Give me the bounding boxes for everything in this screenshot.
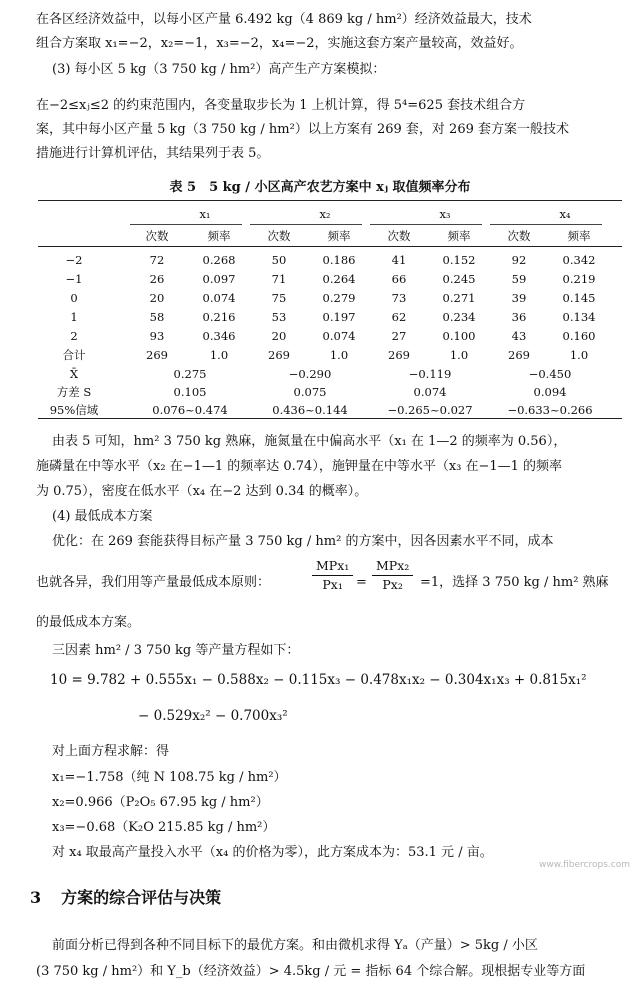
- table-cell: 20: [271, 329, 287, 343]
- table-cell: 0.219: [562, 272, 596, 286]
- section-title: [30, 885, 221, 908]
- table-cell: 0.100: [442, 329, 476, 343]
- table-cell: 59: [511, 272, 527, 286]
- table-subheader: 次数: [507, 229, 531, 243]
- text-line: (3 750 kg / hm²）和 Y_b（经济效益）> 4.5kg / 元 = 指标 64 个综合解。现根据专业等方面: [36, 964, 586, 979]
- table-cell: 0.346: [202, 329, 236, 343]
- solution-x3: x₃=−0.68（K₂O 215.85 kg / hm²）: [52, 820, 276, 835]
- table-cell: 72: [149, 253, 165, 267]
- table-cell: 0.160: [562, 329, 596, 343]
- text-line: 也就各异，我们用等产量最低成本原则：: [36, 575, 271, 590]
- section-heading: (4) 最低成本方案: [52, 509, 153, 524]
- table-cell: 269: [388, 348, 410, 362]
- group-header-x4: x₄: [559, 207, 571, 221]
- table-cell: 43: [511, 329, 527, 343]
- section-number: 3: [30, 888, 42, 907]
- table-subheader: 次数: [145, 229, 169, 243]
- table-cell: 269: [268, 348, 290, 362]
- text-line: 在−2≤xⱼ≤2 的约束范围内，各变量取步长为 1 上机计算，得 5⁴=625 套技术组合方: [36, 98, 526, 113]
- row-label: 合计: [62, 348, 86, 362]
- group-header-x1: x₁: [199, 207, 211, 221]
- table-subheader: 频率: [447, 229, 471, 243]
- watermark: www.fibercrops.com: [539, 860, 630, 870]
- row-label: 2: [70, 329, 78, 343]
- section-title-text: 方案的综合评估与决策: [61, 888, 222, 907]
- table-cell: 0.074: [202, 291, 236, 305]
- equals-sign: =: [356, 575, 367, 590]
- table-stat-cell: 0.275: [173, 367, 207, 381]
- text-line: 优化：在 269 套能获得目标产量 3 750 kg / hm² 的方案中，因各因素水平不同，成本: [52, 534, 554, 549]
- text-line: 由表 5 可知，hm² 3 750 kg 熟麻，施氮量在中偏高水平（x₁ 在 1—2 的频率为 0.56），: [52, 434, 567, 449]
- table-stat-cell: 0.105: [173, 385, 207, 399]
- table-cell: 41: [391, 253, 407, 267]
- group-underline: [370, 224, 482, 225]
- table-caption: 表 5 5 kg / 小区高产农艺方案中 xⱼ 取值频率分布: [169, 180, 471, 195]
- table-cell: 269: [146, 348, 168, 362]
- row-label: 95%信域: [49, 403, 99, 417]
- equation-line-2: − 0.529x₂² − 0.700x₃²: [138, 708, 288, 724]
- table-stat-cell: 0.076~0.474: [152, 403, 228, 417]
- table-cell: 0.145: [562, 291, 596, 305]
- group-underline: [490, 224, 602, 225]
- row-label: −2: [65, 253, 83, 267]
- table-stat-cell: −0.265~0.027: [387, 403, 473, 417]
- fraction-mpx1: [312, 557, 353, 594]
- solution-x4: 对 x₄ 取最高产量投入水平（x₄ 的价格为零），此方案成本为：53.1 元 / 亩。: [52, 845, 493, 860]
- text-line: 组合方案取 x₁=−2，x₂=−1，x₃=−2，x₄=−2，实施这套方案产量较高，效益好。: [36, 36, 523, 51]
- table-subheader: 频率: [207, 229, 231, 243]
- table-cell: 0.245: [442, 272, 476, 286]
- row-label: X̄: [69, 367, 79, 381]
- table-header-rule: [38, 246, 622, 247]
- text-line: 施磷量在中等水平（x₂ 在−1—1 的频率达 0.74），施钾量在中等水平（x₃ 在−1—1 的频率: [36, 459, 563, 474]
- table-cell: 92: [511, 253, 527, 267]
- table-cell: 269: [508, 348, 530, 362]
- table-bottom-rule: [38, 418, 622, 419]
- table-cell: 0.216: [202, 310, 236, 324]
- table-cell: 58: [149, 310, 165, 324]
- table-cell: 0.152: [442, 253, 476, 267]
- table-cell: 0.342: [562, 253, 596, 267]
- table-cell: 0.074: [322, 329, 356, 343]
- table-cell: 62: [391, 310, 407, 324]
- row-label: 1: [70, 310, 78, 324]
- table-subheader: 频率: [327, 229, 351, 243]
- fraction-mpx2: [372, 557, 413, 594]
- text-line: =1，选择 3 750 kg / hm² 熟麻: [420, 575, 609, 590]
- table-cell: 75: [271, 291, 287, 305]
- table-cell: 73: [391, 291, 407, 305]
- table-subheader: 次数: [267, 229, 291, 243]
- fraction-denominator: Px₂: [382, 577, 403, 592]
- table-subheader: 次数: [387, 229, 411, 243]
- row-label: 方差 S: [56, 385, 92, 399]
- equation-line-1: 10 = 9.782 + 0.555x₁ − 0.588x₂ − 0.115x₃ − 0.478x₁x₂ − 0.304x₁x₃ + 0.815x₁²: [50, 672, 587, 688]
- table-cell: 1.0: [329, 348, 349, 362]
- group-underline: [130, 224, 242, 225]
- text-line: 对上面方程求解：得: [52, 744, 170, 759]
- row-label: 0: [70, 291, 78, 305]
- table-cell: 27: [391, 329, 407, 343]
- text-line: 为 0.75），密度在低水平（x₄ 在−2 达到 0.34 的概率）。: [36, 484, 368, 499]
- table-subheader: 频率: [567, 229, 591, 243]
- table-cell: 0.268: [202, 253, 236, 267]
- table-cell: 26: [149, 272, 165, 286]
- table-cell: 0.197: [322, 310, 356, 324]
- table-stat-cell: −0.450: [528, 367, 572, 381]
- solution-x2: x₂=0.966（P₂O₅ 67.95 kg / hm²）: [52, 795, 269, 810]
- group-header-x3: x₃: [439, 207, 451, 221]
- table-cell: 0.264: [322, 272, 356, 286]
- section-heading: (3) 每小区 5 kg（3 750 kg / hm²）高产生产方案模拟：: [52, 62, 386, 77]
- table-cell: 39: [511, 291, 527, 305]
- table-cell: 0.186: [322, 253, 356, 267]
- text-line: 在各区经济效益中，以每小区产量 6.492 kg（4 869 kg / hm²）经济效益最大，技术: [36, 12, 532, 27]
- solution-x1: x₁=−1.758（纯 N 108.75 kg / hm²）: [52, 770, 287, 785]
- table-cell: 1.0: [449, 348, 469, 362]
- table-stat-cell: −0.290: [288, 367, 332, 381]
- text-line: 案，其中每小区产量 5 kg（3 750 kg / hm²）以上方案有 269 套，对 269 套方案一般技术: [36, 122, 569, 137]
- table-cell: 71: [271, 272, 287, 286]
- table-stat-cell: 0.075: [293, 385, 327, 399]
- group-underline: [250, 224, 362, 225]
- table-cell: 1.0: [569, 348, 589, 362]
- text-line: 三因素 hm² / 3 750 kg 等产量方程如下：: [52, 643, 300, 658]
- table-cell: 0.234: [442, 310, 476, 324]
- fraction-numerator: MPx₂: [372, 557, 413, 576]
- table-cell: 20: [149, 291, 165, 305]
- table-cell: 0.279: [322, 291, 356, 305]
- table-cell: 0.097: [202, 272, 236, 286]
- table-stat-cell: 0.074: [413, 385, 447, 399]
- table-stat-cell: −0.633~0.266: [507, 403, 593, 417]
- table-top-rule: [38, 200, 622, 201]
- table-cell: 0.134: [562, 310, 596, 324]
- table-stat-cell: 0.094: [533, 385, 567, 399]
- fraction-denominator: Px₁: [322, 577, 343, 592]
- table-cell: 1.0: [209, 348, 229, 362]
- row-label: −1: [65, 272, 83, 286]
- table-cell: 66: [391, 272, 407, 286]
- text-line: 前面分析已得到各种不同目标下的最优方案。和由微机求得 Yₐ（产量）> 5kg / 小区: [52, 938, 538, 953]
- table-cell: 93: [149, 329, 165, 343]
- fraction-numerator: MPx₁: [312, 557, 353, 576]
- table-cell: 50: [271, 253, 287, 267]
- table-stat-cell: −0.119: [408, 367, 452, 381]
- table-cell: 53: [271, 310, 287, 324]
- group-header-x2: x₂: [319, 207, 331, 221]
- table-cell: 0.271: [442, 291, 476, 305]
- text-line: 措施进行计算机评估，其结果列于表 5。: [36, 146, 270, 161]
- table-cell: 36: [511, 310, 527, 324]
- table-stat-cell: 0.436~0.144: [272, 403, 348, 417]
- text-line: 的最低成本方案。: [36, 615, 141, 630]
